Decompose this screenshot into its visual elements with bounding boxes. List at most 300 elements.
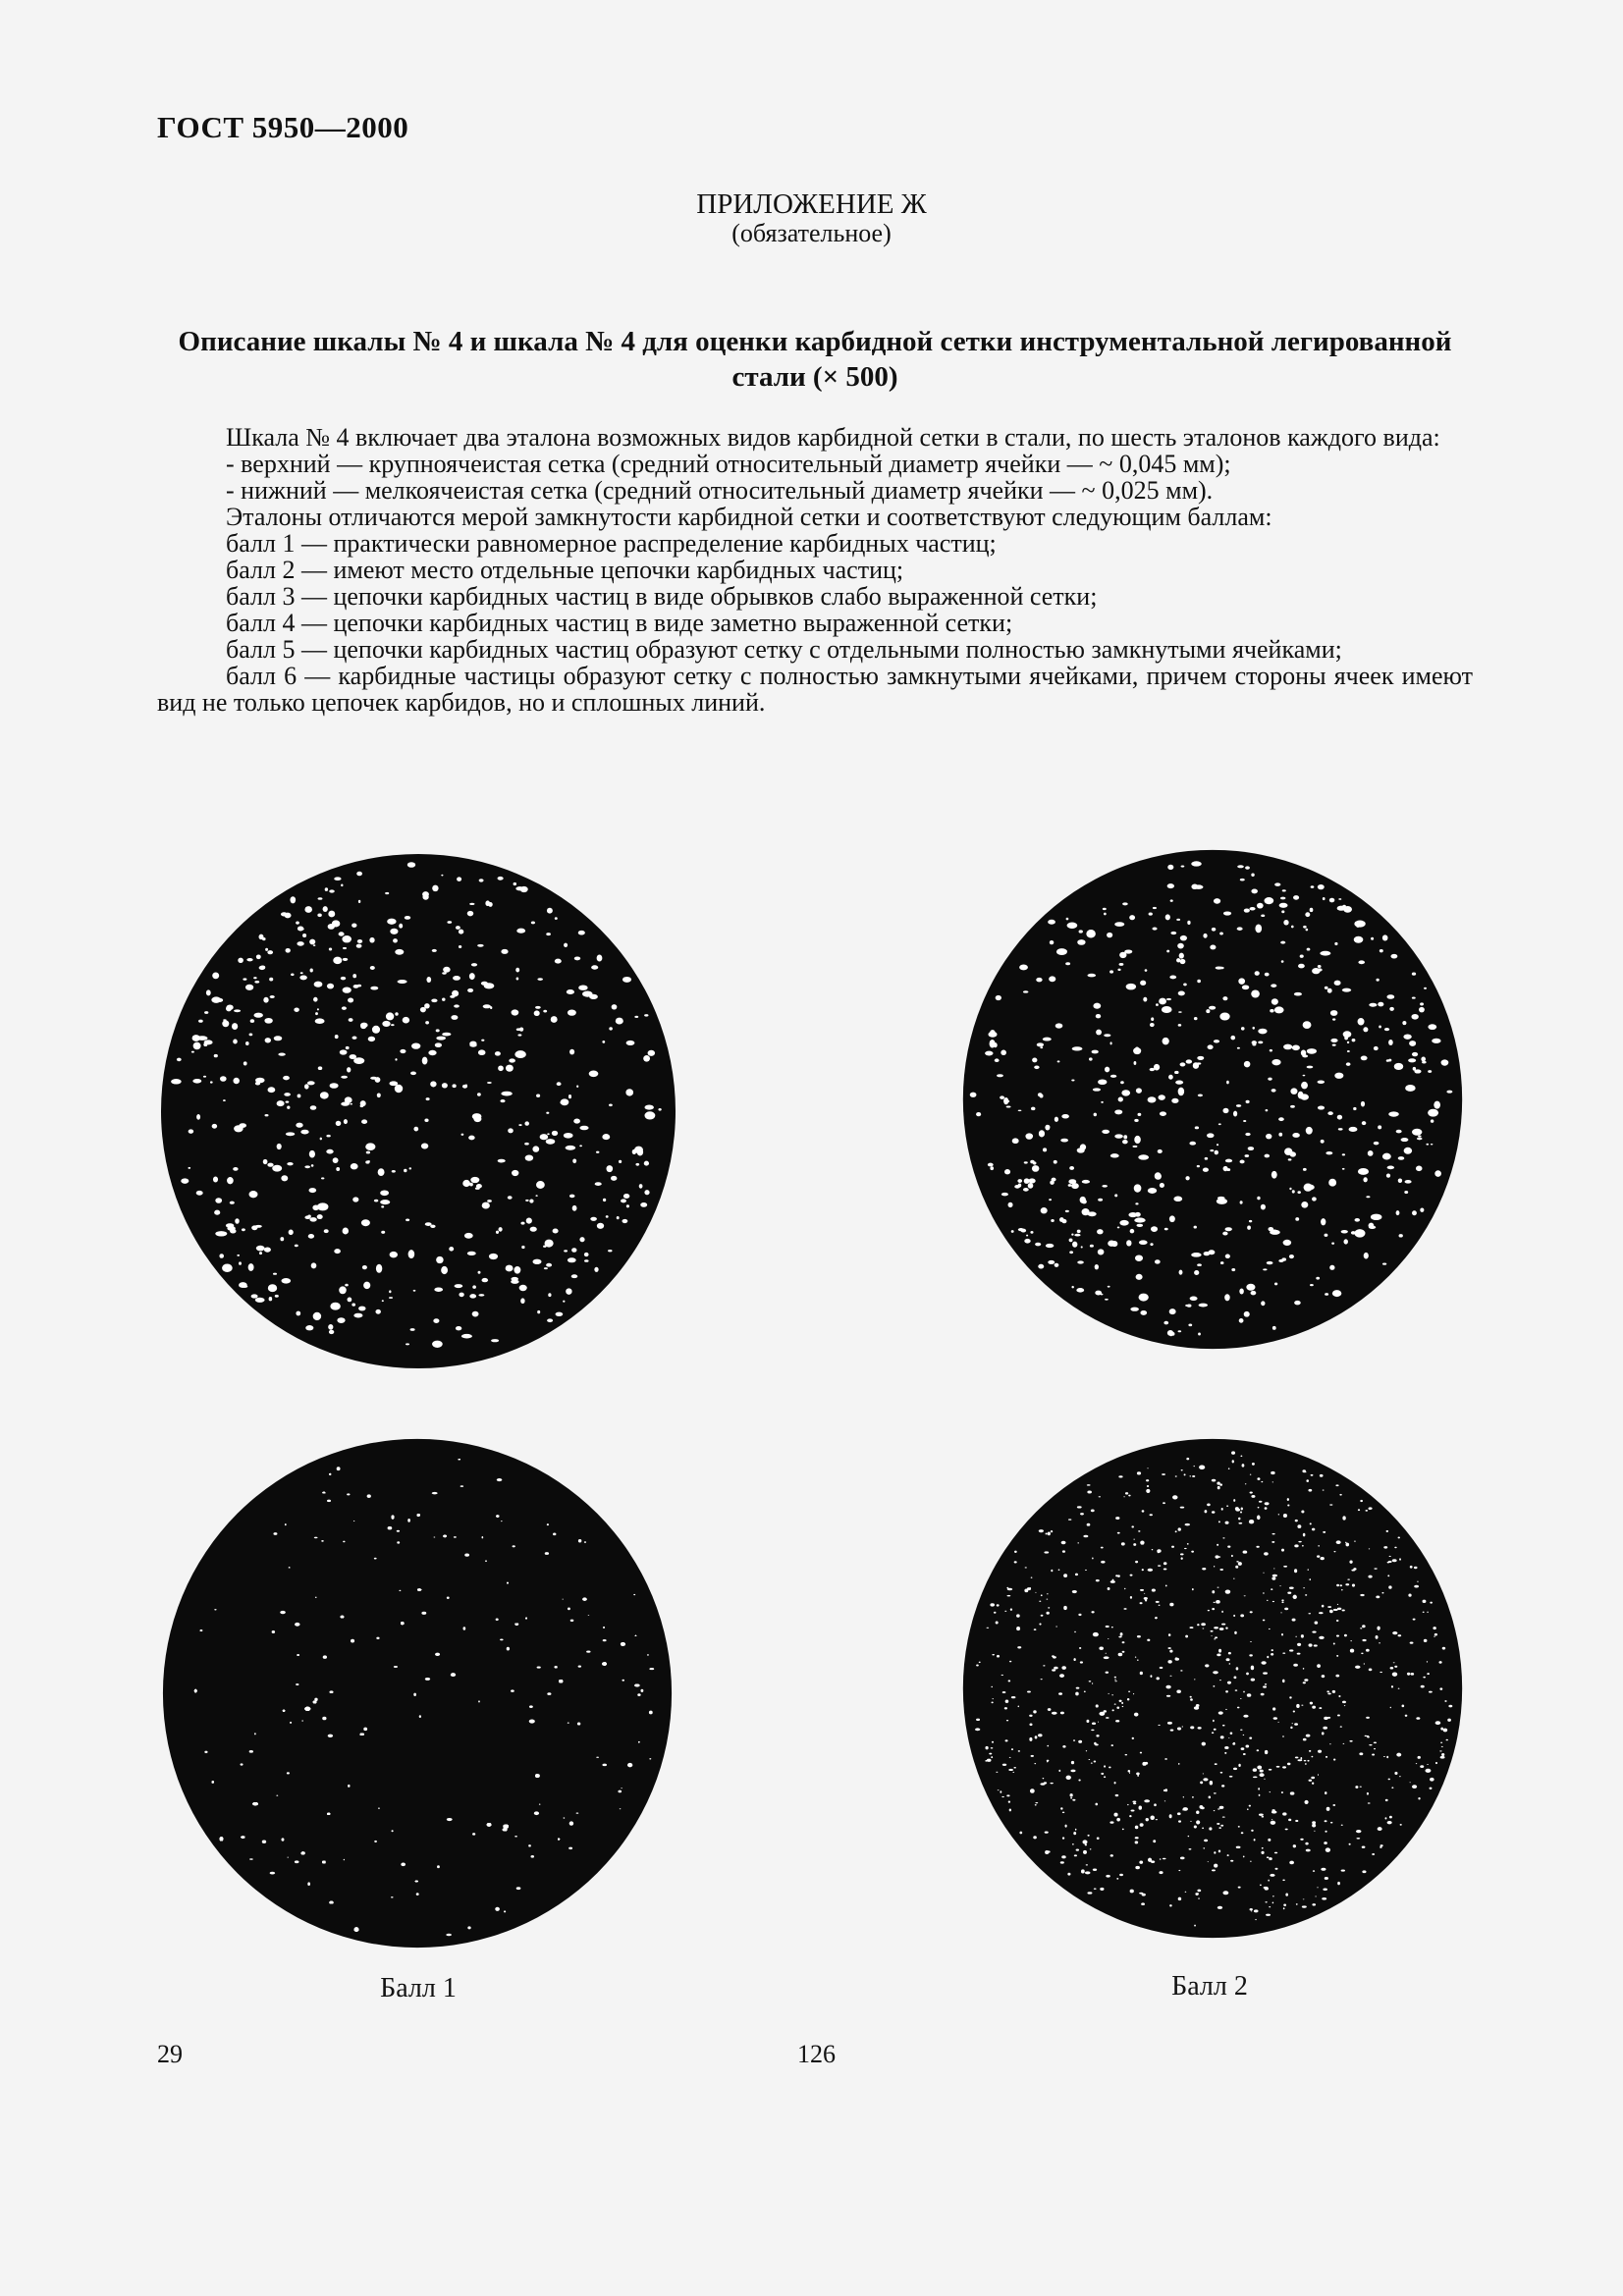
carbide-particle <box>1144 1799 1150 1802</box>
carbide-particle <box>334 1249 341 1254</box>
carbide-particle <box>995 1058 1000 1062</box>
carbide-particle <box>1355 1786 1358 1789</box>
carbide-particle <box>1282 889 1286 891</box>
carbide-particle <box>1350 1649 1354 1653</box>
carbide-particle <box>1041 1679 1043 1680</box>
carbide-particle <box>454 1004 460 1007</box>
carbide-particle <box>566 1288 571 1295</box>
carbide-particle <box>1215 1555 1218 1558</box>
carbide-particle <box>1135 1656 1136 1657</box>
carbide-particle <box>397 1530 400 1532</box>
carbide-particle <box>1163 1502 1165 1504</box>
carbide-particle <box>312 1204 319 1210</box>
carbide-particle <box>1065 962 1070 965</box>
carbide-particle <box>644 1014 648 1016</box>
carbide-particle <box>1263 1592 1265 1593</box>
carbide-particle <box>513 1545 515 1547</box>
carbide-particle <box>1106 1717 1109 1719</box>
carbide-particle <box>1217 1653 1220 1656</box>
carbide-particle <box>1202 1568 1206 1570</box>
carbide-particle <box>574 956 580 960</box>
carbide-particle <box>360 1100 366 1106</box>
carbide-particle <box>992 1741 994 1743</box>
carbide-particle <box>1240 879 1245 881</box>
carbide-particle <box>1083 1535 1088 1538</box>
carbide-particle <box>992 1654 995 1655</box>
carbide-particle <box>603 1199 606 1201</box>
carbide-particle <box>1387 1575 1389 1576</box>
carbide-particle <box>531 921 535 924</box>
carbide-particle <box>387 919 396 925</box>
carbide-particle <box>1277 1722 1278 1723</box>
carbide-particle <box>514 882 516 885</box>
carbide-particle <box>1241 1747 1245 1750</box>
carbide-particle <box>578 931 585 935</box>
carbide-particle <box>1368 1575 1372 1578</box>
carbide-particle <box>1176 919 1180 921</box>
carbide-particle <box>1261 1204 1266 1210</box>
carbide-particle <box>343 987 352 992</box>
carbide-particle <box>1349 1560 1352 1563</box>
carbide-particle <box>1271 984 1276 988</box>
carbide-particle <box>336 1167 340 1171</box>
carbide-particle <box>1284 1148 1292 1155</box>
carbide-particle <box>547 1318 553 1322</box>
carbide-particle <box>1279 1585 1281 1586</box>
carbide-particle <box>1303 1899 1305 1900</box>
carbide-particle <box>1102 1130 1109 1134</box>
carbide-particle <box>1222 996 1227 1000</box>
carbide-particle <box>1245 1744 1249 1747</box>
carbide-particle <box>478 1294 484 1296</box>
carbide-particle <box>1213 1720 1215 1722</box>
carbide-particle <box>363 1728 367 1732</box>
carbide-particle <box>1131 1809 1135 1811</box>
carbide-particle <box>1363 1177 1367 1182</box>
carbide-particle <box>259 966 266 970</box>
carbide-particle <box>1202 1827 1204 1829</box>
carbide-particle <box>286 1132 295 1136</box>
carbide-particle <box>435 1042 442 1047</box>
carbide-particle <box>525 1200 529 1201</box>
carbide-particle <box>1214 1566 1215 1568</box>
carbide-particle <box>1440 1742 1442 1743</box>
carbide-particle <box>1362 1121 1367 1125</box>
carbide-particle <box>426 977 431 983</box>
carbide-particle <box>1127 1804 1128 1805</box>
carbide-particle <box>375 1077 381 1083</box>
carbide-particle <box>309 1217 316 1222</box>
carbide-particle <box>1388 1561 1392 1563</box>
carbide-particle <box>1039 1623 1041 1625</box>
carbide-particle <box>1032 1057 1037 1062</box>
carbide-particle <box>1072 1843 1074 1844</box>
carbide-particle <box>1290 1791 1295 1794</box>
carbide-particle <box>1323 1727 1327 1730</box>
carbide-particle <box>1135 1202 1138 1204</box>
carbide-particle <box>503 1828 508 1831</box>
carbide-particle <box>623 1194 629 1199</box>
carbide-particle <box>1194 1270 1199 1275</box>
carbide-particle <box>1077 1260 1084 1263</box>
carbide-particle <box>369 937 374 943</box>
carbide-particle <box>543 1245 546 1247</box>
carbide-particle <box>318 897 323 900</box>
carbide-particle <box>1283 1514 1287 1518</box>
carbide-particle <box>1330 1010 1337 1016</box>
carbide-particle <box>1055 1023 1063 1028</box>
carbide-particle <box>1280 1612 1281 1613</box>
carbide-particle <box>516 977 519 980</box>
carbide-particle <box>1169 1676 1171 1677</box>
carbide-particle <box>1223 911 1231 915</box>
carbide-particle <box>442 1267 445 1270</box>
carbide-particle <box>1441 1746 1443 1747</box>
carbide-particle <box>1251 1679 1255 1682</box>
carbide-particle <box>222 1020 229 1027</box>
carbide-particle <box>997 1655 1000 1658</box>
carbide-particle <box>1065 1825 1067 1828</box>
carbide-particle <box>1318 965 1322 968</box>
carbide-particle <box>496 1618 499 1621</box>
carbide-particle <box>1233 1677 1236 1680</box>
carbide-particle <box>296 1683 298 1685</box>
carbide-particle <box>1096 1704 1099 1707</box>
carbide-particle <box>1383 1756 1385 1757</box>
carbide-particle <box>325 887 328 891</box>
carbide-particle <box>212 1781 214 1783</box>
carbide-particle <box>289 1229 294 1235</box>
carbide-particle <box>1369 1223 1375 1229</box>
carbide-particle <box>413 1127 418 1132</box>
carbide-particle <box>335 1035 339 1039</box>
carbide-particle <box>1341 1589 1342 1591</box>
carbide-particle <box>1008 1769 1013 1771</box>
carbide-particle <box>1294 1569 1297 1573</box>
carbide-particle <box>289 1567 291 1568</box>
carbide-particle <box>1378 1125 1381 1129</box>
carbide-particle <box>1282 1680 1285 1683</box>
carbide-particle <box>341 1616 344 1619</box>
carbide-particle <box>301 1851 305 1854</box>
carbide-particle <box>1071 1080 1074 1082</box>
carbide-particle <box>996 1621 999 1624</box>
carbide-particle <box>422 1057 428 1065</box>
carbide-particle <box>1176 1689 1181 1692</box>
carbide-particle <box>1150 1023 1155 1027</box>
carbide-particle <box>1344 1705 1345 1706</box>
carbide-particle <box>1100 1888 1104 1891</box>
carbide-particle <box>1252 1043 1256 1046</box>
carbide-particle <box>1178 1011 1182 1013</box>
carbide-particle <box>1209 1796 1212 1799</box>
carbide-particle <box>297 1654 299 1655</box>
carbide-particle <box>1325 987 1328 989</box>
carbide-particle <box>1434 1633 1437 1636</box>
carbide-particle <box>507 1582 509 1583</box>
carbide-particle <box>1037 1042 1044 1046</box>
carbide-particle <box>1018 1750 1020 1752</box>
carbide-particle <box>1258 1041 1263 1044</box>
carbide-particle <box>1215 1763 1217 1765</box>
carbide-particle <box>1230 1036 1235 1041</box>
carbide-particle <box>1388 1111 1399 1116</box>
carbide-particle <box>1304 1679 1308 1682</box>
carbide-particle <box>1261 1661 1266 1664</box>
carbide-particle <box>514 1266 520 1274</box>
carbide-particle <box>1048 1531 1051 1535</box>
carbide-particle <box>249 1191 258 1198</box>
carbide-particle <box>1250 1908 1253 1910</box>
carbide-particle <box>1295 1217 1299 1221</box>
carbide-particle <box>1197 1165 1200 1167</box>
carbide-particle <box>459 930 463 934</box>
carbide-particle <box>1294 1723 1298 1726</box>
carbide-particle <box>234 1009 241 1012</box>
carbide-particle <box>1192 1588 1194 1590</box>
carbide-particle <box>1034 1066 1039 1070</box>
carbide-particle <box>1129 915 1135 920</box>
carbide-particle <box>296 922 299 925</box>
carbide-particle <box>311 1262 317 1268</box>
carbide-particle <box>1225 1690 1228 1692</box>
carbide-particle <box>1261 1481 1263 1482</box>
carbide-particle <box>1130 1229 1135 1233</box>
carbide-particle <box>1062 1550 1065 1552</box>
carbide-particle <box>1294 992 1302 996</box>
carbide-particle <box>1124 1588 1125 1589</box>
carbide-particle <box>1058 1692 1062 1695</box>
carbide-particle <box>1041 1615 1044 1617</box>
carbide-particle <box>1096 1030 1102 1036</box>
carbide-particle <box>391 1024 395 1026</box>
carbide-particle <box>1115 1720 1119 1723</box>
carbide-particle <box>576 1813 579 1814</box>
carbide-particle <box>1074 1631 1076 1632</box>
carbide-particle <box>1249 1805 1251 1807</box>
carbide-particle <box>425 1222 432 1226</box>
carbide-particle <box>1016 1614 1020 1617</box>
micrograph-disc <box>963 850 1462 1349</box>
carbide-particle <box>1001 1050 1006 1056</box>
carbide-particle <box>1112 1709 1114 1711</box>
carbide-particle <box>442 1033 451 1037</box>
carbide-particle <box>1120 1632 1123 1635</box>
section-title: Описание шкалы № 4 и шкала № 4 для оценки карбидной сетки инструментальной легированной стали (× 500) <box>178 326 1452 393</box>
carbide-particle <box>1376 1635 1379 1639</box>
carbide-particle <box>1270 1049 1272 1052</box>
carbide-particle <box>337 1317 345 1323</box>
carbide-particle <box>1222 1537 1224 1538</box>
carbide-particle <box>1412 972 1416 975</box>
carbide-particle <box>344 1859 345 1861</box>
carbide-particle <box>1178 1330 1182 1332</box>
carbide-particle <box>1163 1789 1165 1791</box>
carbide-particle <box>1343 1239 1347 1244</box>
carbide-particle <box>1305 912 1310 917</box>
carbide-particle <box>1062 1837 1064 1839</box>
carbide-particle <box>1081 1869 1085 1873</box>
carbide-particle <box>308 1234 314 1239</box>
carbide-particle <box>1338 1128 1343 1130</box>
carbide-particle <box>332 920 340 927</box>
carbide-particle <box>1111 1627 1113 1628</box>
carbide-particle <box>1318 1081 1325 1084</box>
carbide-particle <box>529 1719 535 1723</box>
carbide-particle <box>295 1245 298 1248</box>
carbide-particle <box>1214 1851 1216 1854</box>
carbide-particle <box>1108 1286 1110 1288</box>
carbide-particle <box>1169 1650 1172 1653</box>
carbide-particle <box>1327 988 1332 993</box>
carbide-particle <box>1106 1626 1109 1628</box>
carbide-particle <box>243 1061 247 1065</box>
carbide-particle <box>1150 1815 1154 1820</box>
carbide-particle <box>1305 1763 1307 1765</box>
carbide-particle <box>1096 1579 1100 1581</box>
carbide-particle <box>1281 1791 1283 1793</box>
carbide-particle <box>314 1537 318 1539</box>
carbide-particle <box>1194 1925 1196 1927</box>
carbide-particle <box>1323 1490 1325 1491</box>
carbide-particle <box>1082 1840 1087 1843</box>
carbide-particle <box>322 1492 325 1494</box>
carbide-particle <box>1099 1647 1104 1650</box>
carbide-particle <box>381 1231 385 1234</box>
carbide-particle <box>1222 1232 1227 1236</box>
grade-line: балл 1 — практически равномерное распределение карбидных частиц; <box>226 529 997 558</box>
carbide-particle <box>1363 1027 1368 1032</box>
carbide-particle <box>1265 1154 1271 1158</box>
carbide-particle <box>1298 1541 1301 1542</box>
carbide-particle <box>1051 1219 1055 1222</box>
carbide-particle <box>1330 1039 1337 1042</box>
carbide-particle <box>569 1821 573 1825</box>
carbide-particle <box>450 995 455 998</box>
carbide-particle <box>1095 1264 1099 1269</box>
carbide-particle <box>1112 1579 1114 1581</box>
carbide-particle <box>1180 1062 1186 1066</box>
grade-line: балл 2 — имеют место отдельные цепочки карбидных частиц; <box>226 556 904 584</box>
carbide-particle <box>508 1128 514 1133</box>
carbide-particle <box>645 1105 654 1110</box>
carbide-particle <box>1434 1101 1440 1109</box>
carbide-particle <box>419 1715 421 1718</box>
carbide-particle <box>1114 1681 1117 1682</box>
carbide-particle <box>602 1041 605 1043</box>
carbide-particle <box>1410 1566 1413 1569</box>
carbide-particle <box>1212 1869 1216 1871</box>
carbide-particle <box>389 1297 393 1299</box>
carbide-particle <box>1249 1520 1254 1523</box>
carbide-particle <box>1052 1669 1055 1671</box>
carbide-particle <box>300 1130 308 1135</box>
carbide-particle <box>1421 1057 1426 1062</box>
carbide-particle <box>443 967 450 973</box>
carbide-particle <box>627 1763 632 1767</box>
carbide-particle <box>1330 1822 1332 1824</box>
carbide-particle <box>1033 1161 1037 1164</box>
carbide-particle <box>1257 1766 1262 1770</box>
carbide-particle <box>1292 1133 1300 1138</box>
carbide-particle <box>479 879 484 881</box>
carbide-particle <box>1301 1082 1308 1089</box>
carbide-particle <box>1265 973 1270 977</box>
carbide-particle <box>472 1833 475 1836</box>
carbide-particle <box>1407 1674 1409 1676</box>
carbide-particle <box>1166 1695 1170 1697</box>
carbide-particle <box>507 1647 510 1651</box>
carbide-particle <box>1420 1208 1424 1212</box>
carbide-particle <box>1148 1569 1153 1572</box>
carbide-particle <box>1024 1239 1030 1244</box>
carbide-particle <box>1265 1887 1269 1890</box>
carbide-particle <box>520 1222 524 1225</box>
carbide-particle <box>534 1010 540 1016</box>
carbide-particle <box>1158 1551 1160 1553</box>
carbide-particle <box>1142 1510 1145 1512</box>
carbide-particle <box>1424 1639 1428 1642</box>
carbide-particle <box>377 1093 381 1097</box>
carbide-particle <box>1430 1788 1433 1789</box>
carbide-particle <box>975 1728 980 1731</box>
carbide-particle <box>1433 1627 1435 1629</box>
carbide-particle <box>517 1034 521 1036</box>
carbide-particle <box>194 1689 197 1692</box>
carbide-particle <box>564 943 568 947</box>
carbide-particle <box>1300 1839 1303 1841</box>
carbide-particle <box>1320 951 1330 956</box>
carbide-particle <box>546 1139 556 1145</box>
carbide-particle <box>1158 1725 1160 1726</box>
carbide-particle <box>1031 1755 1034 1757</box>
carbide-particle <box>1386 1756 1388 1758</box>
carbide-particle <box>1141 1902 1145 1905</box>
carbide-particle <box>1036 978 1042 983</box>
carbide-particle <box>320 1138 322 1141</box>
carbide-particle <box>1085 1871 1091 1874</box>
carbide-particle <box>1073 1739 1075 1740</box>
carbide-particle <box>571 1248 576 1253</box>
carbide-particle <box>376 1264 382 1273</box>
carbide-particle <box>626 1041 635 1045</box>
carbide-particle <box>1038 1734 1043 1736</box>
carbide-particle <box>519 1285 527 1291</box>
carbide-particle <box>1379 1642 1380 1643</box>
carbide-particle <box>994 1612 997 1614</box>
carbide-particle <box>1057 1060 1060 1062</box>
carbide-particle <box>1165 1685 1170 1689</box>
carbide-particle <box>1197 980 1201 983</box>
carbide-particle <box>1067 923 1078 929</box>
carbide-particle <box>256 1246 265 1252</box>
carbide-particle <box>264 1114 268 1116</box>
carbide-particle <box>1282 1735 1284 1736</box>
carbide-particle <box>1336 1540 1341 1544</box>
carbide-particle <box>543 1010 547 1013</box>
carbide-particle <box>1201 1623 1206 1626</box>
carbide-particle <box>328 911 335 918</box>
row-lower-line: - нижний — мелкоячеистая сетка (средний относительный диаметр ячейки — ~ 0,025 мм). <box>226 476 1214 505</box>
carbide-particle <box>196 1114 200 1120</box>
carbide-particle <box>525 1154 533 1160</box>
carbide-particle <box>559 1680 563 1682</box>
carbide-particle <box>602 1764 607 1767</box>
carbide-particle <box>1047 1593 1048 1594</box>
carbide-particle <box>532 1259 541 1264</box>
carbide-particle <box>436 1029 440 1032</box>
carbide-particle <box>1256 1546 1259 1548</box>
